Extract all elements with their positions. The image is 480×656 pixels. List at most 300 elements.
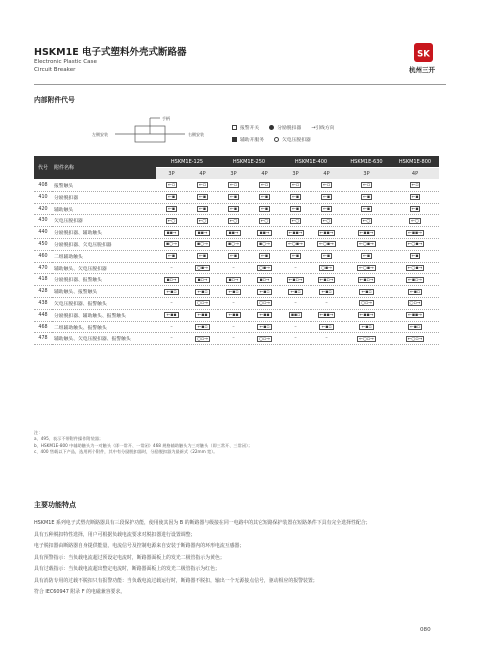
symbol-legend <box>232 124 442 148</box>
wiring-symbol-box: ←▪ <box>261 254 268 260</box>
wiring-symbol-box: ←▪ <box>323 207 330 213</box>
table-row <box>34 203 439 215</box>
wiring-symbol <box>342 262 391 274</box>
wiring-symbol-box: ←▪ <box>168 195 175 201</box>
wiring-symbol <box>187 298 218 310</box>
wiring-symbol-box: ▪▫→ <box>228 277 239 283</box>
wiring-symbol-box: ←▪▫ <box>197 289 208 295</box>
wiring-symbol <box>311 227 342 239</box>
wiring-symbol <box>249 250 280 262</box>
wiring-symbol-box: ←○ <box>291 218 300 224</box>
wiring-symbol <box>218 250 249 262</box>
header-model-125: HSKM1E-125 <box>156 156 218 168</box>
wiring-symbol <box>156 180 187 192</box>
accessory-name: 欠电压脱扣器 <box>52 215 156 227</box>
wiring-symbol: – <box>280 262 311 274</box>
wiring-symbol: – <box>280 298 311 310</box>
wiring-symbol-box: ←▪ <box>199 195 206 201</box>
wiring-symbol <box>156 191 187 203</box>
wiring-symbol-box: ←▪▪→ <box>408 230 422 236</box>
wiring-symbol <box>249 321 280 333</box>
wiring-symbol <box>218 239 249 251</box>
table-row <box>34 274 439 286</box>
wiring-symbol <box>280 239 311 251</box>
wiring-symbol <box>249 191 280 203</box>
accessory-code: 470 <box>34 262 52 274</box>
wiring-symbol-box: ←▪ <box>230 207 237 213</box>
wiring-symbol <box>187 250 218 262</box>
wiring-symbol-box: ←▪▫→ <box>359 277 374 283</box>
wiring-symbol-box: ←▪ <box>261 195 268 201</box>
feature-line: 具有过载指示：当负载电流超出整定电流时，断路器面板上的发光二极管指示为红色； <box>34 566 220 572</box>
wiring-symbol-box: ←▪ <box>363 207 370 213</box>
wiring-symbol <box>187 321 218 333</box>
header-pole: 4P <box>187 168 218 180</box>
wiring-symbol <box>156 286 187 298</box>
wiring-symbol-box: ←○ <box>260 218 269 224</box>
wiring-symbol <box>187 203 218 215</box>
wiring-symbol <box>391 321 439 333</box>
accessory-name: 二组辅助触头、报警触头 <box>52 321 156 333</box>
accessory-name: 分励脱扣器 <box>52 191 156 203</box>
wiring-symbol <box>280 215 311 227</box>
wiring-symbol <box>249 203 280 215</box>
wiring-symbol-box: ←▪ <box>230 195 237 201</box>
wiring-symbol <box>391 250 439 262</box>
header-pole: 3P <box>218 168 249 180</box>
wiring-symbol <box>187 180 218 192</box>
wiring-symbol-box: ←▪▪→ <box>359 230 374 236</box>
accessory-code: 460 <box>34 250 52 262</box>
legend-shunt: 分励脱扣器 <box>277 126 302 131</box>
table-row <box>34 239 439 251</box>
page-number: 080 <box>420 627 431 633</box>
table-row <box>34 227 439 239</box>
feature-line: 具有消防专用的过载不脱扣只有报警功能：当负载电流过载运行时，断路器不脱扣，输出一个无源接点信号，驱动相应的报警装置； <box>34 577 318 584</box>
english-subtitle-line1: Electronic Plastic Case <box>34 59 97 65</box>
wiring-symbol-box: ←▪ <box>199 207 206 213</box>
accessory-name: 报警触头 <box>52 180 156 192</box>
wiring-symbol-box: ←○ <box>198 218 207 224</box>
wiring-symbol-box: ←○▪→ <box>407 266 423 272</box>
wiring-symbol <box>342 227 391 239</box>
wiring-symbol-box: ←▪▪→ <box>359 313 374 319</box>
wiring-symbol <box>311 286 342 298</box>
mounting-schematic <box>90 112 220 152</box>
schematic-right-label: 右侧安装 <box>188 132 204 137</box>
wiring-symbol-box: ←○▫→ <box>359 336 374 342</box>
wiring-symbol <box>342 239 391 251</box>
wiring-symbol <box>218 286 249 298</box>
brand-name: 杭州三开 <box>409 66 435 74</box>
wiring-symbol: – <box>280 333 311 345</box>
wiring-symbol-box: ←▪▫ <box>321 289 332 295</box>
wiring-symbol-box: ←○▪→ <box>359 242 374 248</box>
wiring-symbol <box>342 309 391 321</box>
wiring-symbol-box: ←○ <box>411 218 419 224</box>
wiring-symbol <box>187 333 218 345</box>
legend-direction: →引线方向 <box>311 126 335 131</box>
wiring-symbol <box>156 274 187 286</box>
wiring-symbol-box: ←▪ <box>411 254 419 260</box>
feature-line: 具有预警指示：当负载电流超过预设定电流时，断路器面板上的发光二极管指示为黄色； <box>34 554 225 561</box>
wiring-symbol-box: ←▫ <box>363 183 370 189</box>
wiring-symbol <box>391 227 439 239</box>
note-label: 注： <box>34 430 43 435</box>
accessory-code: 428 <box>34 286 52 298</box>
table-row <box>34 309 439 321</box>
wiring-symbol-box: ←▪ <box>323 195 330 201</box>
header-model-400: HSKM1E-400 <box>280 156 342 168</box>
wiring-symbol-box: ←▪ <box>363 254 370 260</box>
wiring-symbol-box: ←▪▪→ <box>319 313 334 319</box>
wiring-symbol <box>311 274 342 286</box>
accessory-name: 分励脱扣器、辅助触头 <box>52 227 156 239</box>
wiring-symbol <box>391 239 439 251</box>
wiring-symbol-box: ←▪ <box>261 207 268 213</box>
wiring-symbol <box>391 262 439 274</box>
wiring-symbol-box: ←▪▫ <box>166 289 177 295</box>
wiring-symbol <box>249 298 280 310</box>
wiring-symbol-box: ▪▫→ <box>197 277 208 283</box>
accessory-code: 408 <box>34 180 52 192</box>
wiring-symbol <box>187 286 218 298</box>
logo-mark-icon <box>414 43 433 62</box>
wiring-symbol <box>187 239 218 251</box>
wiring-symbol-box: ←▪▫ <box>409 289 421 295</box>
wiring-symbol: – <box>218 321 249 333</box>
features-title: 主要功能特点 <box>34 501 76 509</box>
wiring-symbol-box: ▪▫→ <box>259 277 270 283</box>
filled-dot-icon <box>269 125 274 130</box>
legend-aux: 辅助开服务 <box>240 138 264 143</box>
wiring-symbol <box>311 239 342 251</box>
wiring-symbol <box>187 262 218 274</box>
wiring-symbol <box>249 227 280 239</box>
wiring-symbol-box: ○▪→ <box>321 266 332 272</box>
accessory-name: 辅助触头、欠电压脱扣器 <box>52 262 156 274</box>
wiring-symbol-box: ←▪▫→ <box>408 277 422 283</box>
accessory-code: 448 <box>34 309 52 321</box>
wiring-symbol <box>280 227 311 239</box>
wiring-symbol-box: ←▪▪ <box>228 313 239 319</box>
wiring-symbol-box: ○▫→ <box>197 301 208 307</box>
wiring-symbol <box>156 239 187 251</box>
table-row <box>34 286 439 298</box>
wiring-symbol <box>391 286 439 298</box>
table-row <box>34 191 439 203</box>
wiring-symbol-box: ←▪▪→ <box>408 313 422 319</box>
wiring-symbol <box>391 298 439 310</box>
wiring-symbol-box: ←○▫→ <box>407 336 423 342</box>
wiring-symbol-box: ←▪▫ <box>228 289 239 295</box>
wiring-symbol-box: ←▪▫→ <box>319 277 334 283</box>
wiring-symbol-box: ▪○→ <box>259 242 270 248</box>
header-pole: 4P <box>311 168 342 180</box>
wiring-symbol-box: ←▪▪ <box>197 313 208 319</box>
wiring-symbol: – <box>218 333 249 345</box>
wiring-symbol <box>187 191 218 203</box>
wiring-symbol-box: ▪▫→ <box>166 277 177 283</box>
wiring-symbol: – <box>311 298 342 310</box>
wiring-symbol-box: ○▪→ <box>259 266 270 272</box>
wiring-symbol <box>218 203 249 215</box>
wiring-symbol-box: ←▪▫ <box>197 325 208 331</box>
accessory-code: 420 <box>34 203 52 215</box>
wiring-symbol-box: ←○ <box>322 218 331 224</box>
wiring-symbol <box>249 215 280 227</box>
wiring-symbol <box>342 286 391 298</box>
table-row <box>34 180 439 192</box>
wiring-symbol <box>311 203 342 215</box>
wiring-symbol <box>156 215 187 227</box>
wiring-symbol <box>342 298 391 310</box>
wiring-symbol-box: ←○ <box>362 218 371 224</box>
wiring-symbol-box: ○▫→ <box>409 301 421 307</box>
wiring-symbol-box: ←▪▪ <box>259 313 270 319</box>
wiring-symbol <box>342 274 391 286</box>
wiring-symbol-box: ○▫→ <box>197 336 208 342</box>
wiring-symbol <box>311 262 342 274</box>
wiring-symbol <box>342 215 391 227</box>
wiring-symbol: – <box>218 262 249 274</box>
table-row <box>34 262 439 274</box>
wiring-symbol-box: ▪▪→ <box>197 230 208 236</box>
wiring-symbol: – <box>156 333 187 345</box>
wiring-symbol-box: ▪▪▫ <box>290 313 301 319</box>
wiring-symbol <box>218 274 249 286</box>
legend-alarm: 报警开关 <box>240 126 260 131</box>
wiring-symbol-box: ←▫ <box>292 183 299 189</box>
table-row <box>34 333 439 345</box>
feature-line: 电子脱扣器由断路器自身提供能量，电流信号及控制电源来自安装于断路器内的环形电流互感器； <box>34 543 245 549</box>
english-subtitle-line2: Circuit Breaker <box>34 67 76 73</box>
wiring-symbol-box: ←▪▫→ <box>288 277 303 283</box>
wiring-symbol <box>187 215 218 227</box>
wiring-symbol-box: ←○ <box>167 218 176 224</box>
open-dot-icon <box>274 137 279 142</box>
table-row <box>34 215 439 227</box>
wiring-symbol-box: ←▫ <box>199 183 206 189</box>
wiring-symbol <box>342 333 391 345</box>
header-name: 附件名称 <box>52 156 156 180</box>
wiring-symbol <box>218 215 249 227</box>
wiring-symbol: – <box>156 262 187 274</box>
note-b: b、HSKM1E-800 中辅助触头为一对触头（即一常开、一常闭）468 规格辅助触头为三对触头（即三常开、三常闭）； <box>34 442 253 448</box>
accessory-name: 分励脱扣器、辅助触头、报警触头 <box>52 309 156 321</box>
wiring-symbol-box: ○▫→ <box>259 336 270 342</box>
wiring-symbol <box>280 191 311 203</box>
wiring-symbol-box: ←▪ <box>292 254 299 260</box>
header-pole: 3P <box>156 168 187 180</box>
table-row <box>34 298 439 310</box>
wiring-symbol-box: ←○▪→ <box>359 266 374 272</box>
wiring-symbol-box: ←▫ <box>411 183 419 189</box>
wiring-symbol: – <box>280 321 311 333</box>
accessory-name: 辅助触头、报警触头 <box>52 286 156 298</box>
accessory-code-table <box>34 156 439 345</box>
wiring-symbol-box: ▪▪→ <box>166 230 177 236</box>
wiring-symbol <box>249 274 280 286</box>
wiring-symbol-box: ▪○→ <box>166 242 177 248</box>
wiring-symbol <box>342 191 391 203</box>
wiring-symbol: – <box>156 298 187 310</box>
wiring-symbol <box>280 286 311 298</box>
wiring-symbol-box: ←▪▪→ <box>288 230 303 236</box>
wiring-symbol-box: ←▫ <box>323 183 330 189</box>
wiring-symbol-box: ←▪ <box>199 254 206 260</box>
wiring-symbol <box>218 191 249 203</box>
accessory-code: 478 <box>34 333 52 345</box>
wiring-symbol <box>249 180 280 192</box>
schematic-left-label: 左侧安装 <box>92 132 108 137</box>
wiring-symbol-box: ←○ <box>229 218 238 224</box>
open-square-icon <box>232 125 237 130</box>
header-divider <box>34 84 446 85</box>
accessory-name: 辅助触头、欠电压脱扣器、报警触头 <box>52 333 156 345</box>
wiring-symbol <box>391 215 439 227</box>
wiring-symbol <box>156 227 187 239</box>
wiring-symbol-box: ○▪→ <box>197 266 208 272</box>
schematic-top-label: 手柄 <box>162 116 170 121</box>
wiring-symbol-box: ←▪▪ <box>166 313 177 319</box>
wiring-symbol <box>280 203 311 215</box>
wiring-symbol-box: ←▪▫ <box>259 325 270 331</box>
accessory-name: 分励脱扣器、欠电压脱扣器 <box>52 239 156 251</box>
wiring-symbol-box: ←○▪→ <box>288 242 303 248</box>
wiring-symbol-box: ←▪ <box>292 207 299 213</box>
filled-square-icon <box>232 137 237 142</box>
wiring-symbol-box: ○▫→ <box>259 301 270 307</box>
wiring-symbol-box: ←▫ <box>168 183 175 189</box>
accessory-code: 440 <box>34 227 52 239</box>
wiring-symbol <box>311 180 342 192</box>
accessory-code: 450 <box>34 239 52 251</box>
feature-line: 具有五种脱扣特性选择，用户可根据负载电流要求对脱扣器进行设置调整； <box>34 531 196 538</box>
table-row <box>34 321 439 333</box>
legend-undervoltage: 欠电压脱扣器 <box>282 138 311 143</box>
wiring-symbol: – <box>311 333 342 345</box>
wiring-symbol: – <box>156 321 187 333</box>
wiring-symbol <box>187 227 218 239</box>
accessory-code: 410 <box>34 191 52 203</box>
wiring-symbol <box>311 250 342 262</box>
wiring-symbol-box: ←○▪→ <box>319 242 334 248</box>
table-row <box>34 250 439 262</box>
header-pole: 4P <box>249 168 280 180</box>
note-a: a、495、表示不带附件操作附装器； <box>34 436 104 442</box>
wiring-symbol-box: ▪○→ <box>228 242 239 248</box>
wiring-symbol-box: ←▪ <box>292 195 299 201</box>
accessory-name: 分励脱扣器、报警触头 <box>52 274 156 286</box>
wiring-symbol <box>311 321 342 333</box>
wiring-symbol <box>311 215 342 227</box>
accessory-name: 二组辅助触头 <box>52 250 156 262</box>
wiring-symbol <box>156 309 187 321</box>
feature-line: HSKM1E 系列电子式塑壳断路器具有三段保护功能，使用使其因为 B 的断路器与级接在同一电路中的其它短路保护装置在短路条件下具有完全选择性配合； <box>34 520 371 526</box>
wiring-symbol-box: ▪▪→ <box>228 230 239 236</box>
accessory-name: 辅助触头 <box>52 203 156 215</box>
wiring-symbol <box>342 321 391 333</box>
wiring-symbol <box>391 191 439 203</box>
accessory-code: 418 <box>34 274 52 286</box>
section-title: 内部附件代号 <box>34 96 75 104</box>
wiring-symbol <box>156 203 187 215</box>
wiring-symbol-box: ←▪ <box>411 195 419 201</box>
wiring-symbol <box>311 191 342 203</box>
header-pole: 3P <box>280 168 311 180</box>
accessory-code: 468 <box>34 321 52 333</box>
wiring-symbol-box: ←▫ <box>230 183 237 189</box>
wiring-symbol-box: ←▪▫ <box>321 325 332 331</box>
wiring-symbol <box>342 180 391 192</box>
wiring-symbol <box>342 203 391 215</box>
wiring-symbol-box: ←▪▪→ <box>319 230 334 236</box>
wiring-symbol <box>342 250 391 262</box>
wiring-symbol <box>218 309 249 321</box>
wiring-symbol-box: ←▪ <box>168 254 175 260</box>
note-c: c、400 售载以下产品，选用两个附件，其中有分励脱扣器时，分励脱扣器为最新式（22mm 宽）。 <box>34 449 218 455</box>
brand-logo <box>400 43 444 79</box>
table-notes <box>34 430 252 456</box>
wiring-symbol <box>391 203 439 215</box>
wiring-symbol <box>391 309 439 321</box>
wiring-symbol-box: ←▪ <box>230 254 237 260</box>
accessory-code: 430 <box>34 215 52 227</box>
wiring-symbol-box: ←▪ <box>168 207 175 213</box>
wiring-symbol-box: ←▪▫ <box>409 325 421 331</box>
wiring-symbol <box>249 262 280 274</box>
feature-line: 符合 IEC60947 附录 F 的电磁兼容要求。 <box>34 589 126 595</box>
wiring-symbol-box: ←▪ <box>411 207 419 213</box>
wiring-symbol-box: ←▪ <box>323 254 330 260</box>
wiring-symbol <box>249 333 280 345</box>
logo-letters: SK <box>417 49 430 60</box>
wiring-symbol <box>280 180 311 192</box>
wiring-symbol <box>218 227 249 239</box>
wiring-symbol-box: ○▫→ <box>361 301 372 307</box>
wiring-symbol <box>249 309 280 321</box>
wiring-symbol-box: ←▪▫ <box>259 289 270 295</box>
wiring-symbol <box>249 286 280 298</box>
header-model-800: HSKM1E-800 <box>391 156 439 168</box>
wiring-symbol: – <box>218 298 249 310</box>
wiring-symbol <box>249 239 280 251</box>
accessory-code: 438 <box>34 298 52 310</box>
features-list <box>34 518 446 599</box>
wiring-symbol <box>280 250 311 262</box>
header-pole: 3P <box>342 168 391 180</box>
wiring-symbol <box>391 180 439 192</box>
wiring-symbol-box: ▪▪→ <box>259 230 270 236</box>
wiring-symbol-box: ←○▪→ <box>407 242 423 248</box>
header-model-630: HSKM1E-630 <box>342 156 391 168</box>
wiring-symbol-box: ←▪▫ <box>290 289 301 295</box>
wiring-symbol <box>156 250 187 262</box>
wiring-symbol <box>187 274 218 286</box>
wiring-symbol <box>391 333 439 345</box>
wiring-symbol-box: ←▪▫ <box>361 325 372 331</box>
header-pole: 4P <box>391 168 439 180</box>
wiring-symbol <box>218 180 249 192</box>
wiring-symbol <box>280 274 311 286</box>
header-model-250: HSKM1E-250 <box>218 156 280 168</box>
wiring-symbol-box: ←▪ <box>363 195 370 201</box>
wiring-symbol <box>391 274 439 286</box>
wiring-symbol-box: ←▪▫ <box>361 289 372 295</box>
wiring-symbol <box>311 309 342 321</box>
wiring-symbol <box>280 309 311 321</box>
